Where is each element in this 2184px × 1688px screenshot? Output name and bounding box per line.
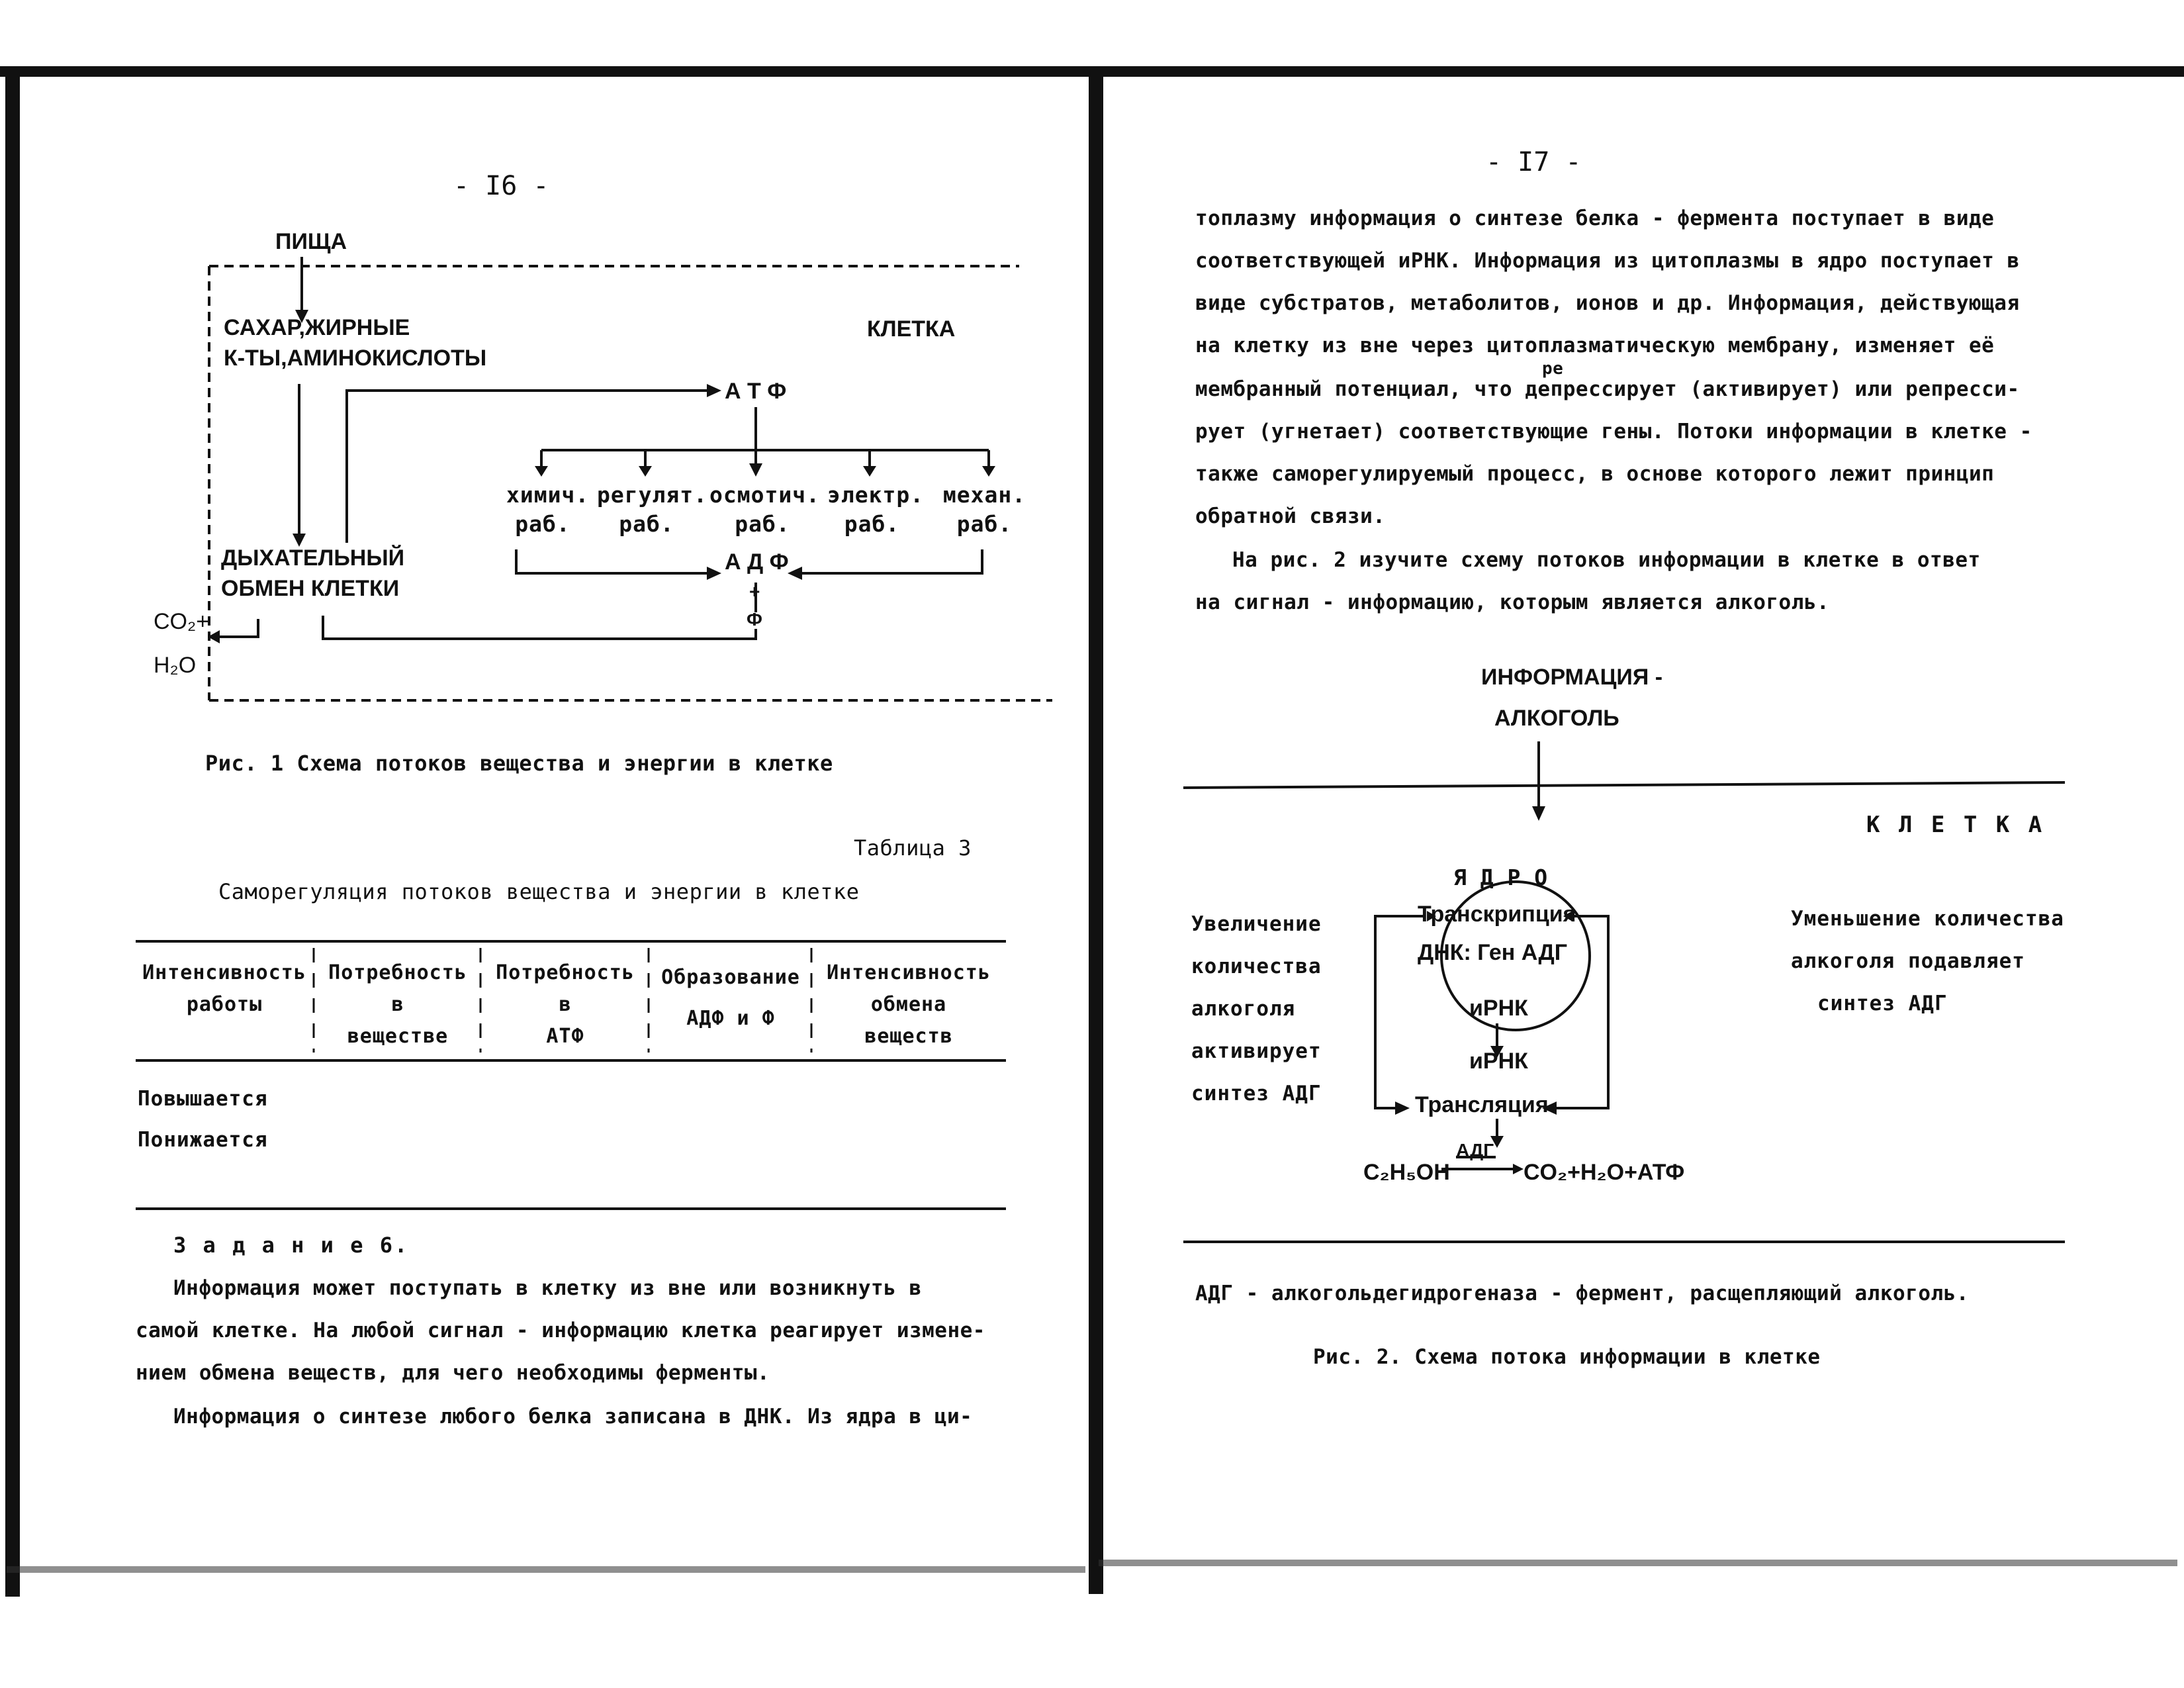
respiratory-label-line2: ОБМЕН КЛЕТКИ [221, 576, 400, 601]
sugars-label-line2: К-ТЫ,АМИНОКИСЛОТЫ [224, 346, 487, 371]
info-alcohol-line1: ИНФОРМАЦИЯ - [1481, 665, 1663, 690]
table-header-metabolism-intensity: Интенсивность обмена веществ [827, 961, 991, 1048]
table-label: Таблица 3 [854, 835, 972, 861]
table-title: Саморегуляция потоков вещества и энергии в клетке [218, 879, 860, 904]
plus-sign: + [749, 581, 760, 602]
respiratory-label-line1: ДЫХАТЕЛЬНЫЙ [221, 545, 405, 571]
table-row-decreases: Понижается [138, 1128, 268, 1152]
sugars-label-line1: САХАР,ЖИРНЫЕ [224, 315, 410, 340]
phi-label: Ф [747, 609, 762, 630]
left-paragraph-line-4: Информация о синтезе любого белка записана в ДНК. Из ядра в ци- [173, 1405, 973, 1429]
h2o-label: H₂O [154, 653, 197, 678]
mrna-inner-label: иРНК [1469, 996, 1528, 1021]
reaction-enzyme: АДГ [1456, 1140, 1494, 1160]
left-note-increase: Увеличение количества алкоголя активирует синтез АДГ [1191, 912, 1322, 1105]
food-label: ПИЩА [275, 229, 347, 254]
left-paragraph-line-2: самой клетке. На любой сигнал - информацию клетка реагирует измене- [136, 1319, 985, 1342]
nucleus-label: Я Д Р О [1453, 865, 1548, 890]
right-paragraph-line-3: виде субстратов, метаболитов, ионов и др. Информация, действующая [1195, 291, 2020, 315]
right-paragraph-line-6: рует (угнетает) соответствующие гены. Потоки информации в клетке - [1195, 420, 2032, 444]
atp-label: А Т Ф [725, 379, 787, 404]
info-alcohol-line2: АЛКОГОЛЬ [1494, 706, 1619, 731]
instruction-line-1: На рис. 2 изучите схему потоков информации в клетке в ответ [1232, 548, 1981, 572]
left-paragraph-line-1: Информация может поступать в клетку из вне или возникнуть в [173, 1276, 922, 1300]
figure-2-caption: Рис. 2. Схема потока информации в клетке [1313, 1345, 1821, 1369]
table-row-increases: Повышается [138, 1087, 268, 1111]
left-paragraph-line-3: нием обмена веществ, для чего необходимы ферменты. [136, 1361, 770, 1385]
right-note-decrease: Уменьшение количества алкоголя подавляет синтез АДГ [1791, 907, 2064, 1015]
work-type-regulatory: регулят. раб. [597, 482, 707, 537]
reaction-left: C₂H₅OH [1363, 1160, 1450, 1185]
superscript-re: ре [1542, 359, 1564, 379]
right-page-number: - I7 - [1486, 147, 1582, 177]
work-type-mechanical: механ. раб. [942, 482, 1026, 537]
right-paragraph-line-4: на клетку из вне через цитоплазматическую мембрану, изменяет её [1195, 334, 1995, 357]
right-paragraph-line-5: мембранный потенциал, что депрессирует (активирует) или репресси- [1195, 377, 2020, 401]
right-paragraph-line-7: также саморегулируемый процесс, в основе которого лежит принцип [1195, 462, 1995, 486]
legend-line: АДГ - алкогольдегидрогеназа - фермент, расщепляющий алкоголь. [1195, 1282, 1969, 1305]
instruction-line-2: на сигнал - информацию, которым является алкоголь. [1195, 590, 1830, 614]
figure-1-caption: Рис. 1 Схема потоков вещества и энергии в клетке [205, 751, 833, 776]
transcription-label: Транскрипция [1418, 902, 1576, 927]
cell-label: КЛЕТКА [867, 316, 956, 342]
co2-label: CO₂+ [154, 609, 210, 634]
reaction-right: CO₂+H₂O+АТФ [1524, 1160, 1685, 1185]
table-header-work-intensity: Интенсивность работы [142, 961, 306, 1016]
adp-label: А Д Ф [725, 549, 789, 575]
right-paragraph-line-1: топлазму информация о синтезе белка - фермента поступает в виде [1195, 207, 1995, 230]
left-page-number: - I6 - [453, 171, 549, 201]
cell-label-fig2: К Л Е Т К А [1866, 812, 2045, 838]
table-header-atp-need: Потребность в АТФ [496, 961, 635, 1048]
table-header-adp-formation: Образование АДФ и Ф [661, 966, 800, 1030]
table-header-substance-need: Потребность в веществе [328, 961, 467, 1048]
mrna-outer-label: иРНК [1469, 1049, 1528, 1074]
right-paragraph-line-2: соответствующей иРНК. Информация из цитоплазмы в ядро поступает в [1195, 249, 2020, 273]
dna-gene-label: ДНК: Ген АДГ [1418, 940, 1568, 965]
work-type-chemical: химич. раб. [506, 482, 590, 537]
work-type-electrical: электр. раб. [827, 482, 925, 537]
work-type-osmotic: осмотич. раб. [709, 482, 820, 537]
task-6-heading: З а д а н и е 6. [173, 1233, 410, 1258]
translation-label: Трансляция [1415, 1092, 1549, 1117]
right-paragraph-line-8: обратной связи. [1195, 504, 1386, 528]
